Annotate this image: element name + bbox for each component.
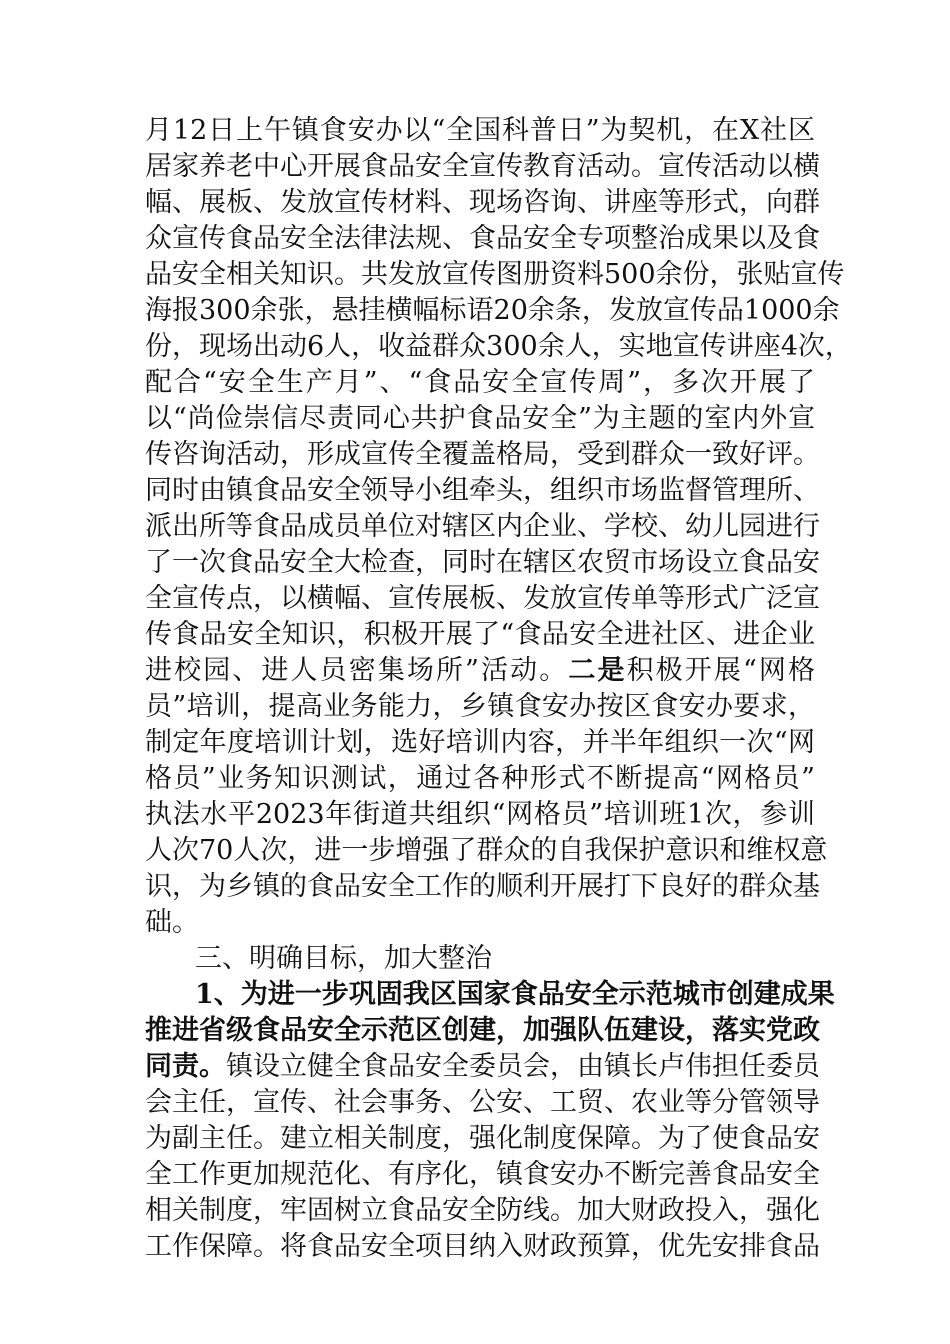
text-line: 份，现场出动6人，收益群众300余人，实地宣传讲座4次， bbox=[145, 331, 852, 362]
bold-paragraph-start: 1、为进一步巩固我区国家食品安全示范城市创建成果 bbox=[195, 979, 835, 1010]
text-line: 人次70人次，进一步增强了群众的自我保护意识和维权意 bbox=[145, 835, 828, 866]
text-line: 员”培训，提高业务能力，乡镇食安办按区食安办要求， bbox=[145, 691, 815, 722]
text-line: 相关制度，牢固树立食品安全防线。加大财政投入，强化 bbox=[145, 1195, 820, 1226]
document-body bbox=[145, 113, 852, 1265]
text-line: 全工作更加规范化、有序化，镇食安办不断完善食品安全 bbox=[145, 1159, 820, 1190]
text-line-mixed bbox=[145, 1049, 820, 1085]
text-line: 海报300余张，悬挂横幅标语20余条，发放宣传品1000余 bbox=[145, 295, 840, 326]
section-heading: 三、明确目标，加大整治 bbox=[195, 943, 492, 974]
text-line: 全宣传点，以横幅、宣传展板、发放宣传单等形式广泛宣 bbox=[145, 583, 820, 614]
bold-fragment: 同责。 bbox=[145, 1051, 226, 1082]
text-line: 了一次食品安全大检查，同时在辖区农贸市场设立食品安 bbox=[145, 547, 820, 578]
text-fragment: 镇设立健全食品安全委员会，由镇长卢伟担任委员 bbox=[226, 1051, 820, 1082]
text-line: 会主任，宣传、社会事务、公安、工贸、农业等分管领导 bbox=[145, 1087, 820, 1118]
text-line: 品安全相关知识。共发放宣传图册资料500余份，张贴宣传 bbox=[145, 259, 845, 290]
text-line: 派出所等食品成员单位对辖区内企业、学校、幼儿园进行 bbox=[145, 511, 820, 542]
text-line: 础。 bbox=[145, 907, 199, 938]
text-line: 执法水平2023年街道共组织“网格员”培训班1次，参训 bbox=[145, 799, 815, 830]
text-line: 制定年度培训计划，选好培训内容，并半年组织一次“网 bbox=[145, 727, 815, 758]
text-line: 识，为乡镇的食品安全工作的顺利开展打下良好的群众基 bbox=[145, 871, 820, 902]
text-line: 以“尚俭崇信尽责同心共护食品安全”为主题的室内外宣 bbox=[145, 403, 815, 434]
text-line-mixed bbox=[145, 653, 815, 689]
text-line: 工作保障。将食品安全项目纳入财政预算，优先安排食品 bbox=[145, 1231, 820, 1262]
text-line: 月12日上午镇食安办以“全国科普日”为契机，在X社区 bbox=[145, 115, 815, 146]
text-line: 传食品安全知识，积极开展了“食品安全进社区、进企业 bbox=[145, 619, 815, 650]
text-line: 同时由镇食品安全领导小组牵头，组织市场监督管理所、 bbox=[145, 475, 820, 506]
bold-fragment: 二是 bbox=[568, 655, 627, 686]
bold-line: 推进省级食品安全示范区创建，加强队伍建设，落实党政 bbox=[145, 1015, 820, 1046]
text-line: 幅、展板、发放宣传材料、现场咨询、讲座等形式，向群 bbox=[145, 187, 820, 218]
text-line: 传咨询活动，形成宣传全覆盖格局，受到群众一致好评。 bbox=[145, 439, 820, 470]
text-fragment: 积极开展“网格 bbox=[626, 655, 816, 686]
text-fragment: 进校园、进人员密集场所”活动。 bbox=[145, 655, 569, 686]
text-line: 格员”业务知识测试，通过各种形式不断提高“网格员” bbox=[145, 763, 815, 794]
text-line: 众宣传食品安全法律法规、食品安全专项整治成果以及食 bbox=[145, 223, 820, 254]
text-line: 居家养老中心开展食品安全宣传教育活动。宣传活动以横 bbox=[145, 151, 820, 182]
text-line: 配合“安全生产月”、“食品安全宣传周”，多次开展了 bbox=[145, 367, 815, 398]
text-line: 为副主任。建立相关制度，强化制度保障。为了使食品安 bbox=[145, 1123, 820, 1154]
